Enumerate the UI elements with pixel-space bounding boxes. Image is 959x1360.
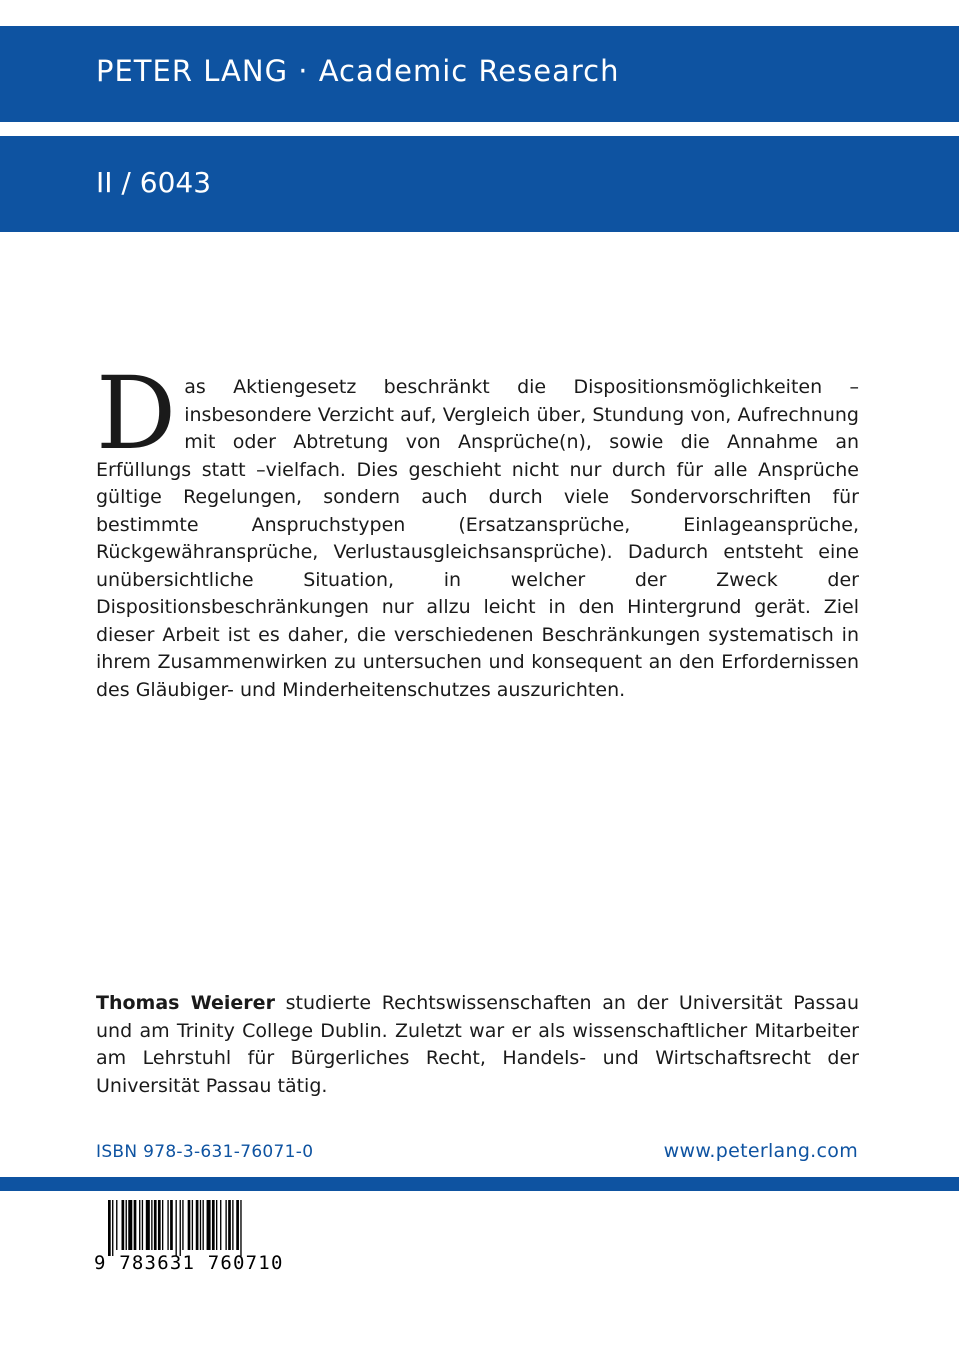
publisher-website-link[interactable]: www.peterlang.com (663, 1140, 858, 1162)
author-bio (96, 990, 859, 1100)
footer-rule (0, 1177, 959, 1191)
author-bio-text: studierte Rechtswissenschaften an der Universität Passau und am Trinity College Dublin. Zuletzt war er als wissenschaftlicher Mitarbeiter am Lehrstuhl für Bürgerliches Recht, Handels- und Wirtschaftsrecht der Universität Passau tätig. (96, 992, 859, 1097)
book-abstract (96, 355, 859, 704)
author-name: Thomas Weierer (96, 992, 275, 1014)
publisher-title: PETER LANG · Academic Research (96, 54, 620, 88)
series-banner (0, 136, 959, 232)
drop-cap: D (96, 355, 177, 472)
publisher-banner (0, 26, 959, 122)
series-number: II / 6043 (96, 166, 212, 199)
abstract-text: as Aktiengesetz beschränkt die Dispositionsmöglichkeiten – insbesondere Verzicht auf, Vergleich über, Stundung von, Aufrechnung mit oder Abtretung von Ansprüche(n), sowie die Annahme an Erfüllungs statt –vielfach. Dies geschieht nicht nur durch für alle Ansprüche gültige Regelungen, sondern auch durch viele Sondervorschriften für bestimmte Anspruchstypen (Ersatzansprüche, Einlageansprüche, Rückgewähransprüche, Verlustausgleichsansprüche). Dadurch entsteht eine unübersichtliche Situation, in welcher der Zweck der Dispositionsbeschränkungen nur allzu leicht in den Hintergrund gerät. Ziel dieser Arbeit ist es daher, die verschiedenen Beschränkungen systematisch in ihrem Zusammenwirken zu untersuchen und konsequent an den Erfordernissen des Gläubiger- und Minderheitenschutzes auszurichten. (96, 376, 859, 701)
barcode-bars (94, 1200, 294, 1256)
barcode-digits: 9 783631 760710 (94, 1252, 284, 1274)
isbn: ISBN 978-3-631-76071-0 (96, 1142, 314, 1162)
isbn-barcode (94, 1200, 294, 1276)
